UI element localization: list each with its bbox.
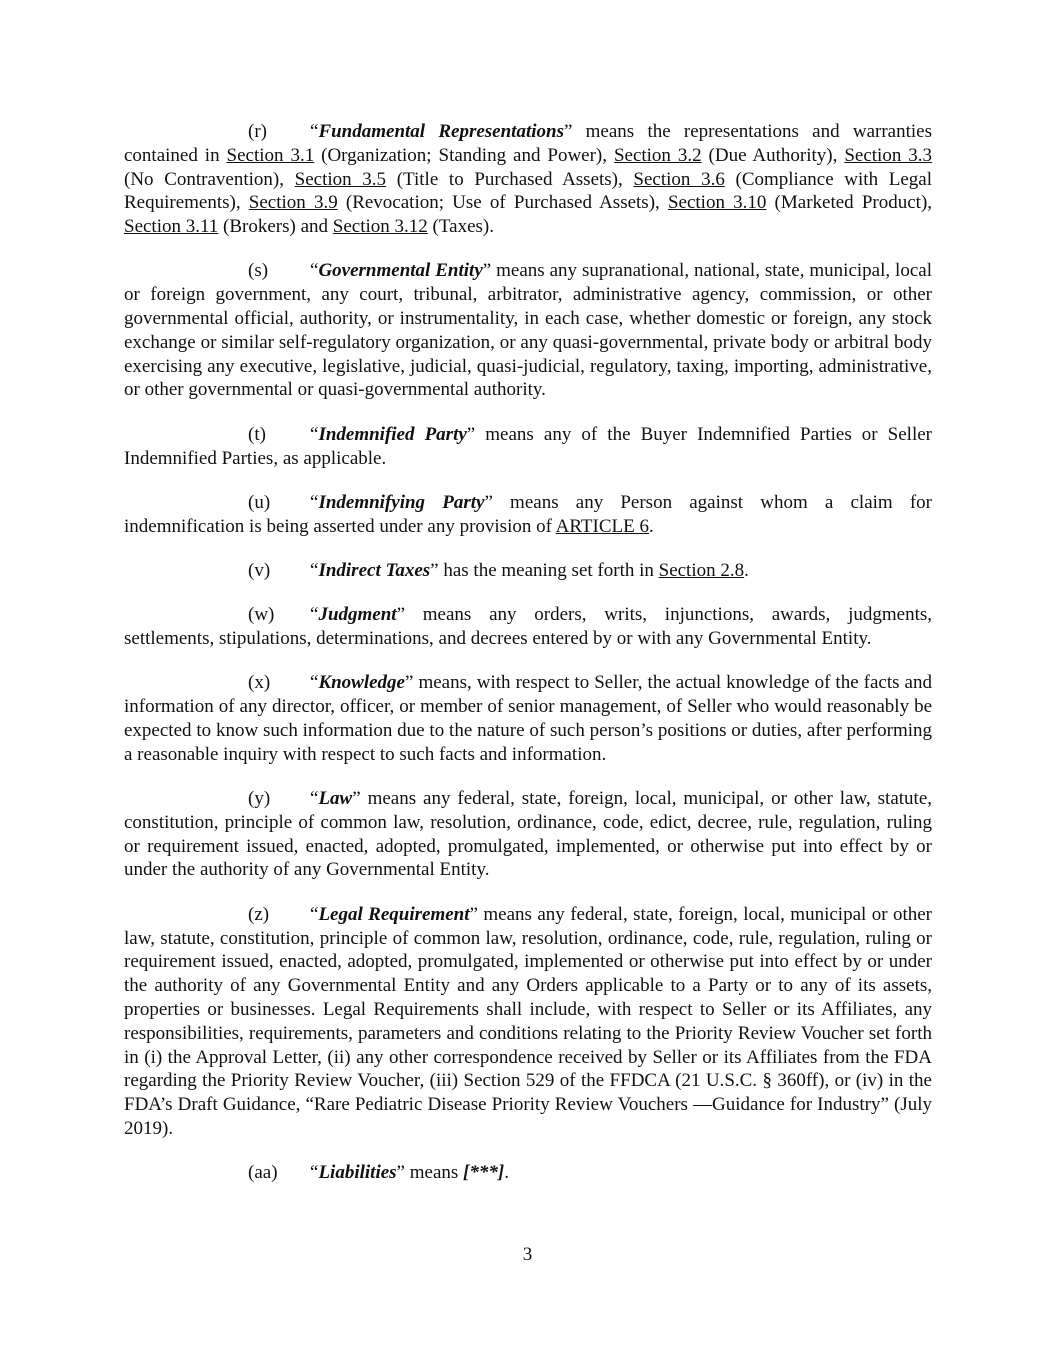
definition-label: (z) [248, 903, 270, 925]
definition-text: ” means any orders, writs, injunctions, awards, judgments, settlements, stipulations, determinations, and decrees entered by or with any Governmental Entity. [124, 604, 932, 650]
document-page [124, 120, 932, 1205]
defined-term: Indemnified Party [318, 423, 467, 445]
section-link[interactable]: Section 3.1 [226, 144, 315, 166]
definition-label: (s) [248, 260, 269, 282]
definition-text: ” means any federal, state, foreign, local, municipal or other law, statute, constitution, principle of common law, resolution, ordinance, code, rule, regulation, ruling or requirement issued, enacted, adopted, promulgated, implemented or otherwise put into effect by or under the authority of any Governmental Entity and any Orders applicable to a Party or to any of its assets, properties or businesses. Legal Requirements shall include, with respect to Seller or its Affiliates, any responsibilities, requirements, parameters and conditions relating to the Priority Review Voucher set forth in (i) the Approval Letter, (ii) any other correspondence received by Seller or its Affiliates from the FDA regarding the Priority Review Voucher, (iii) Section 529 of the FFDCA (21 U.S.C. § 360ff), or (iv) in the FDA’s Draft Guidance, “Rare Pediatric Disease Priority Review Vouchers —Guidance for Industry” (July 2019). [124, 903, 933, 1139]
article-link[interactable]: ARTICLE 6 [555, 515, 649, 537]
definition-label: (u) [248, 491, 271, 513]
definition-text: (Revocation; Use of Purchased Assets), [337, 192, 668, 214]
definition-label: (y) [248, 788, 271, 810]
definition-u: (u) “Indemnifying Party” means any Person against whom a claim for indemnification is being asserted under any provision of ARTICLE 6. [124, 491, 933, 537]
defined-term: Knowledge [318, 672, 405, 694]
definition-text: (Compliance with Legal Requirements), [124, 168, 932, 214]
definition-text: ” means, with respect to Seller, the actual knowledge of the facts and information of any director, officer, or member of senior management, of Seller who would reasonably be expected to know such information due to the nature of such person’s positions or duties, after performing a reasonable inquiry with respect to such facts and information. [124, 672, 932, 765]
definition-s: (s) “Governmental Entity” means any supranational, national, state, municipal, local or foreign government, any court, tribunal, arbitrator, administrative agency, commission, or other governmental official, authority, or instrumentality, in each case, whether domestic or foreign, any stock exchange or similar self-regulatory organization, or any quasi-governmental, private body or arbitral body exercising any executive, legislative, judicial, quasi-judicial, regulatory, taxing, importing, administrative, or other governmental or quasi-governmental authority. [124, 260, 932, 401]
definition-label: (aa) [248, 1162, 278, 1184]
definition-label: (x) [248, 672, 271, 694]
section-link[interactable]: Section 3.3 [844, 144, 933, 166]
section-link[interactable]: Section 2.8 [658, 559, 745, 581]
defined-term: Indirect Taxes [318, 559, 431, 581]
defined-term: Liabilities [318, 1162, 397, 1184]
definition-label: (w) [248, 604, 275, 626]
definition-w: (w) “Judgment” means any orders, writs, injunctions, awards, judgments, settlements, stipulations, determinations, and decrees entered by or with any Governmental Entity. [124, 604, 932, 650]
definition-text: (Brokers) and [218, 216, 333, 238]
definition-text: . [504, 1162, 509, 1184]
definition-text: (Organization; Standing and Power), [314, 144, 614, 166]
section-link[interactable]: Section 3.5 [294, 168, 387, 190]
section-link[interactable]: Section 3.9 [248, 192, 338, 214]
definition-label: (r) [248, 121, 267, 142]
defined-term: Indemnifying Party [318, 491, 485, 513]
defined-term: Law [318, 788, 353, 810]
defined-term: Legal Requirement [318, 903, 470, 925]
definition-text: (No Contravention), [124, 168, 295, 190]
definition-text: ” means any federal, state, foreign, local, municipal, or other law, statute, constitution, principle of common law, resolution, ordinance, code, edict, decree, rule, regulation, ruling or requirement issued, enacted, adopted, promulgated, implemented, or otherwise put into effect by or under the authority of any Governmental Entity. [124, 788, 932, 881]
definition-text: ” means any of the Buyer Indemnified Parties or Seller Indemnified Parties, as applicable. [124, 423, 932, 469]
definition-text: ” has the meaning set forth in [430, 559, 659, 581]
definition-z: (z) “Legal Requirement” means any federal, state, foreign, local, municipal or other law, statute, constitution, principle of common law, resolution, ordinance, code, rule, regulation, ruling or requirement issued, enacted, adopted, promulgated, implemented or otherwise put into effect by or under the authority of any Governmental Entity and any Orders applicable to a Party or to any of its assets, properties or businesses. Legal Requirements shall include, with respect to Seller or its Affiliates, any responsibilities, requirements, parameters and conditions relating to the Priority Review Voucher set forth in (i) the Approval Letter, (ii) any other correspondence received by Seller or its Affiliates from the FDA regarding the Priority Review Voucher, (iii) Section 529 of the FFDCA (21 U.S.C. § 360ff), or (iv) in the FDA’s Draft Guidance, “Rare Pediatric Disease Priority Review Vouchers —Guidance for Industry” (July 2019). [124, 903, 933, 1139]
section-link[interactable]: Section 3.6 [633, 168, 725, 190]
section-link[interactable]: Section 3.10 [667, 192, 767, 214]
definition-aa: (aa) “Liabilities” means [***]. [248, 1162, 509, 1184]
definition-t: (t) “Indemnified Party” means any of the Buyer Indemnified Parties or Seller Indemnified Parties, as applicable. [124, 423, 932, 469]
definition-r: (r) “Fundamental Representations” means the representations and warranties contained in Section 3.1 (Organization; Standing and Power), Section 3.2 (Due Authority), Section 3.3 (No Contravention), Section 3.5 (Title to Purchased Assets), Section 3.6 (Compliance with Legal Requirements), Section 3.9 (Revocation; Use of Purchased Assets), Section 3.10 (Marketed Product), Section 3.11 (Brokers) and Section 3.12 (Taxes). [124, 121, 933, 238]
definition-v: (v) “Indirect Taxes” has the meaning set forth in Section 2.8. [248, 559, 749, 581]
definition-text: . [744, 559, 749, 581]
definition-text: ” means any Person against whom a claim for indemnification is being asserted under any provision of [124, 491, 933, 537]
section-link[interactable]: Section 3.11 [124, 216, 219, 238]
definition-label: (v) [248, 559, 271, 581]
page-number: 3 [522, 1244, 533, 1265]
defined-term: Fundamental Representations [318, 121, 564, 142]
section-link[interactable]: Section 3.12 [332, 216, 428, 238]
section-link[interactable]: Section 3.2 [613, 144, 702, 166]
definition-text: (Due Authority), [701, 144, 845, 166]
definition-x: (x) “Knowledge” means, with respect to Seller, the actual knowledge of the facts and information of any director, officer, or member of senior management, of Seller who would reasonably be expected to know such information due to the nature of such person’s positions or duties, after performing a reasonable inquiry with respect to such facts and information. [124, 672, 932, 765]
definition-label: (t) [248, 423, 266, 445]
definition-text: ” means the representations and warranties contained in [124, 121, 932, 166]
definition-text: (Taxes). [427, 216, 494, 238]
definition-text: . [648, 515, 654, 537]
definition-text: ” means any supranational, national, state, municipal, local or foreign government, any court, tribunal, arbitrator, administrative agency, commission, or other governmental official, authority, or instrumentality, in each case, whether domestic or foreign, any stock exchange or similar self-regulatory organization, or any quasi-governmental, private body or arbitral body exercising any executive, legislative, judicial, quasi-judicial, regulatory, taxing, importing, administrative, or other governmental or quasi-governmental authority. [124, 260, 932, 401]
defined-term: Governmental Entity [318, 260, 483, 282]
redaction-marker: [***] [463, 1162, 505, 1184]
defined-term: Judgment [318, 604, 397, 626]
definition-text: (Marketed Product), [766, 192, 933, 214]
definition-text: (Title to Purchased Assets), [386, 168, 634, 190]
definition-text: ” means [396, 1162, 464, 1184]
definition-y: (y) “Law” means any federal, state, foreign, local, municipal, or other law, statute, constitution, principle of common law, resolution, ordinance, code, edict, decree, rule, regulation, ruling or requirement issued, enacted, adopted, promulgated, implemented, or otherwise put into effect by or under the authority of any Governmental Entity. [124, 788, 932, 881]
